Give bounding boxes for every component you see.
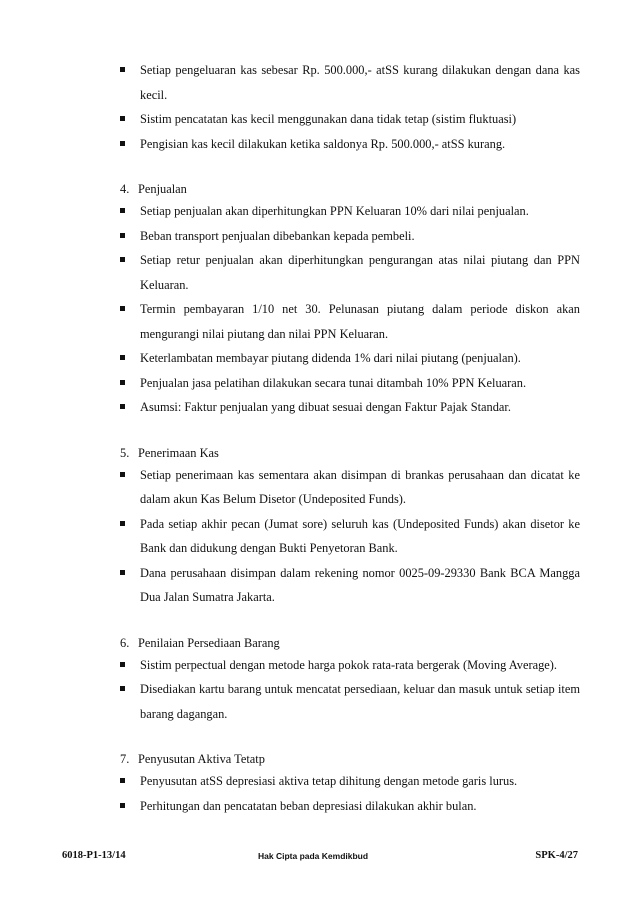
list-item [120,463,580,512]
section-penerimaan-kas [120,443,580,610]
square-bullet-icon [120,355,125,360]
square-bullet-icon [120,404,125,409]
list-item-text: Sistim pencatatan kas kecil menggunakan dana tidak tetap (sistim fluktuasi) [140,112,517,126]
list-item-text: Pengisian kas kecil dilakukan ketika saldonya Rp. 500.000,- atSS kurang. [140,136,506,151]
square-bullet-icon [120,67,125,72]
section-bullet-list [120,463,580,610]
section-title: Penilaian Persediaan Barang [138,635,280,650]
list-item [120,794,580,819]
section-number: 4. [120,182,130,196]
section-title: Penerimaan Kas [138,445,219,460]
intro-section [120,58,580,156]
square-bullet-icon [120,380,125,385]
footer-document-code: 6018-P1-13/14 [62,850,126,861]
list-item-text: Keterlambatan membayar piutang didenda 1% dari nilai piutang (penjualan). [140,351,521,365]
square-bullet-icon [120,662,125,667]
list-item [120,677,580,726]
list-item [120,58,580,107]
list-item-text: Termin pembayaran 1/10 net 30. Pelunasan piutang dalam periode diskon akan mengurangi nilai piutang dan nilai PPN Keluaran. [140,302,580,341]
intro-bullet-list [120,58,580,156]
list-item [120,395,580,420]
section-title: Penjualan [138,182,187,196]
list-item-text: Pada setiap akhir pecan (Jumat sore) seluruh kas (Undeposited Funds) akan disetor ke Bank dan didukung dengan Bukti Penyetoran Bank. [140,516,580,555]
list-item [120,653,580,678]
square-bullet-icon [120,141,125,146]
list-item-text: Beban transport penjualan dibebankan kepada pembeli. [140,228,415,243]
section-title: Penyusutan Aktiva Tetatp [138,752,265,766]
list-item [120,561,580,610]
list-item [120,224,580,249]
list-item-text: Penjualan jasa pelatihan dilakukan secara tunai ditambah 10% PPN Keluaran. [140,375,527,390]
section-heading [120,633,580,653]
list-item-text: Disediakan kartu barang untuk mencatat persediaan, keluar dan masuk untuk setiap item barang dagangan. [140,682,580,721]
list-item [120,199,580,224]
section-number: 5. [120,445,130,460]
list-item [120,132,580,157]
section-bullet-list [120,653,580,727]
section-penjualan [120,179,580,420]
list-item-text: Penyusutan atSS depresiasi aktiva tetap dihitung dengan metode garis lurus. [140,774,518,788]
square-bullet-icon [120,803,125,808]
list-item [120,769,580,794]
square-bullet-icon [120,306,125,311]
square-bullet-icon [120,521,125,526]
list-item [120,107,580,132]
square-bullet-icon [120,472,125,477]
section-heading [120,179,580,199]
section-heading [120,443,580,463]
list-item [120,248,580,297]
list-item-text: Sistim perpectual dengan metode harga pokok rata-rata bergerak (Moving Average). [140,657,557,672]
list-item-text: Perhitungan dan pencatatan beban depresiasi dilakukan akhir bulan. [140,798,477,813]
list-item-text: Asumsi: Faktur penjualan yang dibuat sesuai dengan Faktur Pajak Standar. [140,400,511,414]
square-bullet-icon [120,208,125,213]
section-penyusutan-aktiva [120,749,580,818]
list-item-text: Dana perusahaan disimpan dalam rekening nomor 0025-09-29330 Bank BCA Mangga Dua Jalan Sumatra Jakarta. [140,565,580,604]
section-bullet-list [120,199,580,420]
list-item-text: Setiap retur penjualan akan diperhitungkan pengurangan atas nilai piutang dan PPN Keluaran. [140,253,580,292]
list-item [120,346,580,371]
page-content [120,58,580,818]
list-item [120,371,580,396]
footer-copyright: Hak Cipta pada Kemdikbud [258,851,369,861]
square-bullet-icon [120,233,125,238]
section-heading [120,749,580,769]
section-number: 6. [120,635,130,650]
square-bullet-icon [120,570,125,575]
section-penilaian-persediaan [120,633,580,727]
square-bullet-icon [120,686,125,691]
section-bullet-list [120,769,580,818]
square-bullet-icon [120,778,125,783]
list-item-text: Setiap penerimaan kas sementara akan disimpan di brankas perusahaan dan dicatat ke dalam akun Kas Belum Disetor (Undeposited Funds). [140,467,580,506]
list-item-text: Setiap penjualan akan diperhitungkan PPN Keluaran 10% dari nilai penjualan. [140,204,529,218]
list-item-text: Setiap pengeluaran kas sebesar Rp. 500.000,- atSS kurang dilakukan dengan dana kas kecil. [140,63,580,102]
list-item [120,297,580,346]
section-number: 7. [120,752,130,766]
square-bullet-icon [120,116,125,121]
square-bullet-icon [120,257,125,262]
list-item [120,512,580,561]
footer-page-number: SPK-4/27 [535,850,578,861]
